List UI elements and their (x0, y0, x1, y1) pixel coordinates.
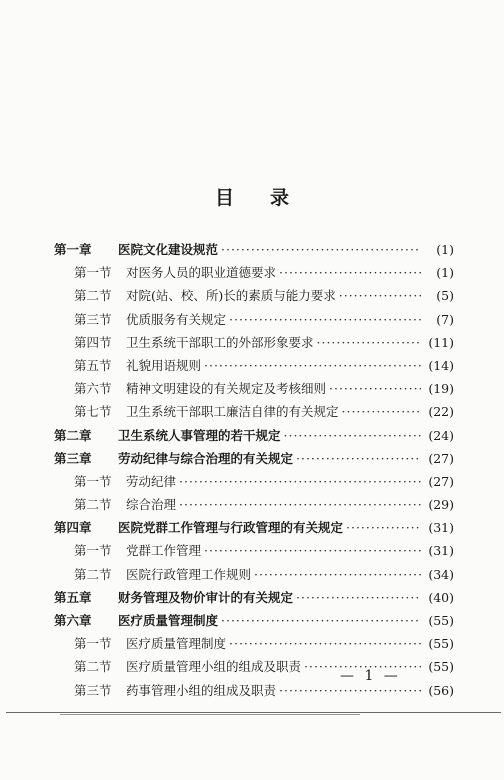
toc-page-number: (1) (436, 265, 454, 281)
toc-entry-title: 对院(站、校、所)长的素质与能力要求 (126, 288, 336, 304)
toc-number: 第三章 (54, 450, 92, 466)
toc-entry-title: 医院行政管理工作规则 (126, 566, 252, 582)
dot-leader (204, 539, 421, 562)
dot-leader (221, 609, 421, 632)
toc-number: 第六章 (54, 613, 92, 628)
toc-entry-title: 礼貌用语规则 (126, 357, 202, 373)
dot-leader (279, 261, 421, 284)
toc-number: 第六节 (74, 381, 112, 397)
toc-section-row[interactable] (54, 331, 454, 354)
toc-number: 第一节 (74, 543, 112, 559)
toc-section-row[interactable] (54, 354, 454, 377)
dot-leader (229, 632, 421, 655)
toc-section-row[interactable] (54, 493, 454, 516)
toc-number: 第七节 (74, 404, 112, 420)
toc-chapter-row[interactable] (54, 424, 454, 447)
toc-entry-title: 劳动纪律 (126, 473, 177, 489)
toc-entry-title: 医院党群工作管理与行政管理的有关规定 (118, 520, 344, 536)
toc-number: 第五章 (54, 589, 92, 605)
toc-number: 第二节 (74, 288, 112, 304)
dot-leader (296, 447, 421, 470)
toc-number: 第二章 (54, 427, 92, 443)
table-of-contents (54, 238, 454, 702)
toc-page-number: (34) (428, 566, 454, 582)
toc-page-number: (1) (436, 242, 454, 257)
toc-number: 第一章 (54, 242, 92, 257)
toc-page-number: (27) (428, 450, 454, 466)
title-char-1: 目 (214, 187, 234, 209)
toc-entry-title: 卫生系统干部职工廉洁自律的有关规定 (126, 404, 339, 420)
dot-leader (179, 493, 421, 516)
toc-entry-title: 卫生系统人事管理的若干规定 (118, 427, 281, 443)
toc-section-row[interactable] (54, 470, 454, 493)
dot-leader (346, 516, 421, 539)
toc-page-number: (31) (428, 520, 454, 536)
toc-section-row[interactable] (54, 377, 454, 400)
toc-number: 第三节 (74, 311, 112, 327)
toc-number: 第一节 (74, 636, 112, 652)
toc-entry-title: 医疗质量管理制度 (118, 613, 219, 628)
toc-number: 第二节 (74, 497, 112, 513)
toc-section-row[interactable] (54, 563, 454, 586)
toc-page-number: (27) (428, 473, 454, 489)
toc-chapter-row[interactable] (54, 586, 454, 609)
dot-leader (284, 424, 421, 447)
dot-leader (229, 308, 421, 331)
toc-entry-title: 对医务人员的职业道德要求 (126, 265, 277, 281)
dot-leader (342, 400, 421, 423)
toc-entry-title: 药事管理小组的组成及职责 (126, 682, 277, 698)
bottom-rule (6, 712, 501, 713)
toc-page-number: (19) (428, 381, 454, 397)
toc-number: 第四章 (54, 520, 92, 536)
page-title (0, 183, 504, 210)
toc-chapter-row[interactable] (54, 516, 454, 539)
toc-entry-title: 党群工作管理 (126, 543, 202, 559)
toc-chapter-row[interactable] (54, 447, 454, 470)
dot-leader (254, 563, 421, 586)
toc-page-number: (5) (436, 288, 454, 304)
dot-leader (329, 377, 421, 400)
toc-entry-title: 医疗质量管理制度 (126, 636, 227, 652)
toc-page-number: (55) (428, 613, 454, 628)
toc-page-number: (29) (428, 497, 454, 513)
toc-page-number: (11) (428, 334, 454, 350)
toc-number: 第一节 (74, 265, 112, 281)
dot-leader (317, 331, 421, 354)
dot-leader (296, 586, 421, 609)
toc-page-number: (22) (428, 404, 454, 420)
toc-page-number: (56) (428, 682, 454, 698)
dot-leader (179, 470, 421, 493)
toc-entry-title: 劳动纪律与综合治理的有关规定 (118, 450, 294, 466)
toc-section-row[interactable] (54, 632, 454, 655)
toc-number: 第一节 (74, 473, 112, 489)
toc-page-number: (7) (436, 311, 454, 327)
toc-entry-title: 综合治理 (126, 497, 177, 513)
toc-page-number: (55) (428, 659, 454, 675)
toc-entry-title: 优质服务有关规定 (126, 311, 227, 327)
toc-page-number: (14) (428, 357, 454, 373)
toc-section-row[interactable] (54, 400, 454, 423)
toc-chapter-row[interactable] (54, 609, 454, 632)
toc-chapter-row[interactable] (54, 238, 454, 261)
toc-section-row[interactable] (54, 261, 454, 284)
toc-entry-title: 医疗质量管理小组的组成及职责 (126, 659, 302, 675)
toc-number: 第二节 (74, 566, 112, 582)
toc-number: 第三节 (74, 682, 112, 698)
toc-page-number: (31) (428, 543, 454, 559)
toc-entry-title: 卫生系统干部职工的外部形象要求 (126, 334, 314, 350)
toc-section-row[interactable] (54, 284, 454, 307)
toc-entry-title: 医院文化建设规范 (118, 242, 219, 257)
bottom-rule-inner (60, 714, 360, 715)
toc-entry-title: 财务管理及物价审计的有关规定 (118, 589, 294, 605)
toc-number: 第五节 (74, 357, 112, 373)
dot-leader (204, 354, 421, 377)
toc-page-number: (55) (428, 636, 454, 652)
title-char-2: 录 (270, 187, 290, 209)
dot-leader (221, 238, 421, 261)
toc-section-row[interactable] (54, 539, 454, 562)
toc-entry-title: 精神文明建设的有关规定及考核细则 (126, 381, 327, 397)
toc-number: 第二节 (74, 659, 112, 675)
toc-section-row[interactable] (54, 308, 454, 331)
toc-number: 第四节 (74, 334, 112, 350)
dot-leader (339, 284, 421, 307)
toc-page-number: (40) (428, 589, 454, 605)
toc-page-number: (24) (428, 427, 454, 443)
page-number: — 1 — (340, 668, 401, 684)
